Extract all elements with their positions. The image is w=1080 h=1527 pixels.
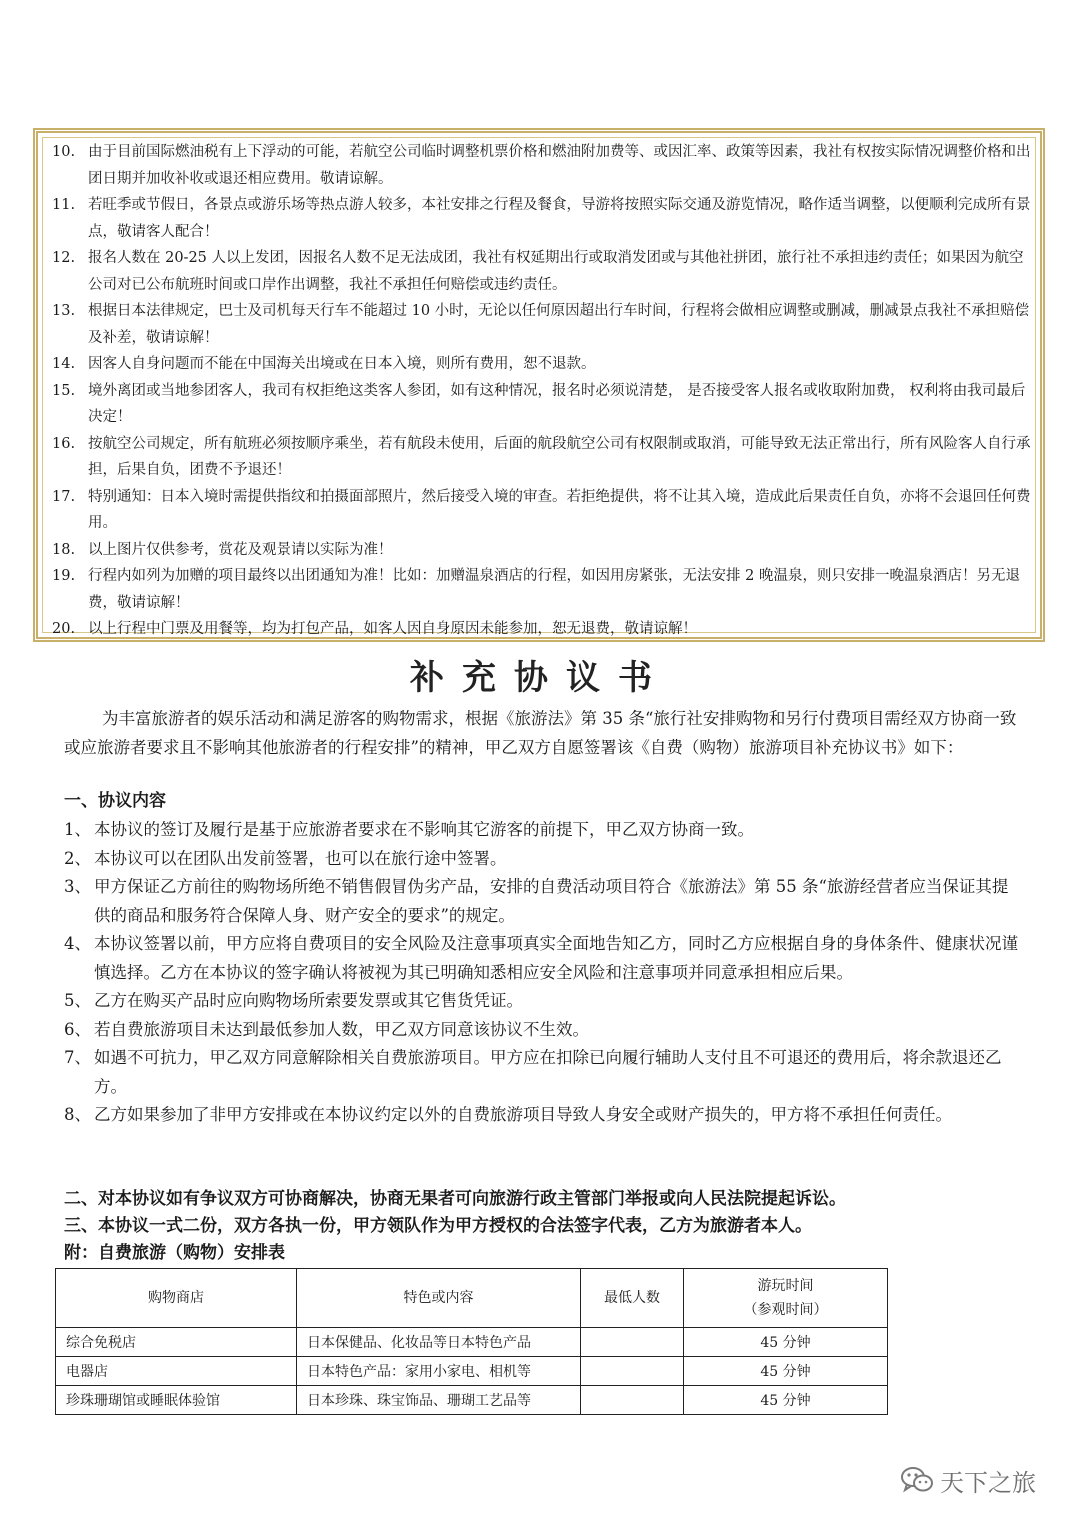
notice-number: 14. bbox=[52, 356, 76, 372]
clause-item bbox=[64, 873, 1024, 930]
notice-item bbox=[52, 378, 1037, 431]
notice-text: 行程内如列为加赠的项目最终以出团通知为准！比如：加赠温泉酒店的行程，如因用房紧张，无法安排 2 晚温泉，则只安排一晚温泉酒店！另无退费，敬请谅解！ bbox=[88, 568, 1020, 611]
clause-text: 若自费旅游项目未达到最低参加人数，甲乙双方同意该协议不生效。 bbox=[94, 1019, 589, 1039]
header-time-line2: （参观时间） bbox=[743, 1302, 828, 1318]
notice-number: 11. bbox=[52, 197, 76, 213]
cell-shop: 珍珠珊瑚馆或睡眠体验馆 bbox=[56, 1386, 297, 1415]
clause-text: 乙方如果参加了非甲方安排或在本协议约定以外的自费旅游项目导致人身安全或财产损失的，甲方将不承担任何责任。 bbox=[94, 1105, 952, 1124]
notice-item bbox=[52, 192, 1037, 245]
watermark bbox=[900, 1460, 1036, 1500]
clause-number: 4、 bbox=[64, 934, 91, 953]
cell-time: 45 分钟 bbox=[684, 1357, 888, 1386]
notice-number: 17. bbox=[52, 488, 76, 505]
appendix-heading: 附：自费旅游（购物）安排表 bbox=[64, 1243, 285, 1263]
clause-number: 5、 bbox=[64, 991, 91, 1010]
notice-item bbox=[52, 139, 1037, 192]
cell-min-people bbox=[581, 1357, 684, 1386]
notice-number: 19. bbox=[52, 568, 76, 584]
notice-text: 由于目前国际燃油税有上下浮动的可能，若航空公司临时调整机票价格和燃油附加费等、或因汇率、政策等因素，我社有权按实际情况调整价格和出团日期并加收补收或退还相应费用。敬请谅解。 bbox=[88, 144, 1031, 187]
notice-text: 根据日本法律规定，巴士及司机每天行车不能超过 10 小时，无论以任何原因超出行车时间，行程将会做相应调整或删减，删减景点我社不承担赔偿及补差，敬请谅解！ bbox=[88, 303, 1030, 346]
clause-number: 8、 bbox=[64, 1105, 91, 1124]
notice-item bbox=[52, 298, 1037, 351]
notice-box bbox=[33, 128, 1045, 642]
clause-item bbox=[64, 930, 1024, 987]
schedule-body bbox=[56, 1328, 888, 1415]
cell-shop: 综合免税店 bbox=[56, 1328, 297, 1357]
notice-text: 若旺季或节假日，各景点或游乐场等热点游人较多，本社安排之行程及餐食，导游将按照实际交通及游览情况，略作适当调整，以便顺利完成所有景点，敬请客人配合！ bbox=[88, 197, 1031, 240]
cell-time: 45 分钟 bbox=[684, 1386, 888, 1415]
notice-item bbox=[52, 537, 1037, 564]
cell-min-people bbox=[581, 1328, 684, 1357]
notice-number: 18. bbox=[52, 541, 76, 558]
notice-list bbox=[52, 139, 1037, 643]
section-dispute: 二、对本协议如有争议双方可协商解决，协商无果者可向旅游行政主管部门举报或向人民法院提起诉讼。 bbox=[64, 1189, 846, 1209]
agreement-intro: 为丰富旅游者的娱乐活动和满足游客的购物需求，根据《旅游法》第 35 条“旅行社安排购物和另行付费项目需经双方协商一致或应旅游者要求且不影响其他旅游者的行程安排”的精神，甲乙双方自愿签署该《自费（购物）旅游项目补充协议书》如下： bbox=[64, 709, 1017, 757]
clause-item bbox=[64, 845, 1024, 874]
clause-text: 如遇不可抗力，甲乙双方同意解除相关自费旅游项目。甲方应在扣除已向履行辅助人支付且不可退还的费用后，将余款退还乙方。 bbox=[94, 1048, 1002, 1096]
wechat-icon bbox=[900, 1465, 934, 1495]
cell-feature: 日本保健品、化妆品等日本特色产品 bbox=[297, 1328, 581, 1357]
notice-number: 16. bbox=[52, 435, 76, 452]
header-time bbox=[684, 1269, 888, 1328]
table-row bbox=[56, 1328, 888, 1357]
clause-number: 3、 bbox=[64, 877, 91, 896]
notice-text: 境外离团或当地参团客人，我司有权拒绝这类客人参团，如有这种情况，报名时必须说清楚， 是否接受客人报名或收取附加费， 权利将由我司最后决定！ bbox=[88, 382, 1026, 425]
notice-number: 10. bbox=[52, 144, 76, 160]
header-min-people: 最低人数 bbox=[581, 1269, 684, 1328]
notice-item bbox=[52, 351, 1037, 378]
notice-item bbox=[52, 563, 1037, 616]
table-row bbox=[56, 1357, 888, 1386]
agreement-title: 补充协议书 bbox=[410, 658, 670, 698]
notice-item bbox=[52, 431, 1037, 484]
clause-text: 本协议签署以前，甲方应将自费项目的安全风险及注意事项真实全面地告知乙方，同时乙方应根据自身的身体条件、健康状况谨慎选择。乙方在本协议的签字确认将被视为其已明确知悉相应安全风险和注意事项并同意承担相应后果。 bbox=[94, 934, 1018, 982]
header-time-line1: 游玩时间 bbox=[757, 1278, 814, 1294]
notice-number: 20. bbox=[52, 621, 76, 637]
header-shop: 购物商店 bbox=[56, 1269, 297, 1328]
cell-time: 45 分钟 bbox=[684, 1328, 888, 1357]
section-heading-contents: 一、协议内容 bbox=[64, 791, 166, 811]
notice-number: 13. bbox=[52, 303, 76, 319]
clause-text: 甲方保证乙方前往的购物场所绝不销售假冒伪劣产品，安排的自费活动项目符合《旅游法》第 55 条“旅游经营者应当保证其提供的商品和服务符合保障人身、财产安全的要求”的规定。 bbox=[94, 877, 1009, 925]
clause-item bbox=[64, 1101, 1024, 1130]
notice-number: 15. bbox=[52, 382, 76, 399]
clause-text: 本协议可以在团队出发前签署，也可以在旅行途中签署。 bbox=[94, 848, 507, 868]
notice-item bbox=[52, 484, 1037, 537]
section-copies: 三、本协议一式二份，双方各执一份，甲方领队作为甲方授权的合法签字代表，乙方为旅游者本人。 bbox=[64, 1216, 812, 1236]
clause-number: 1、 bbox=[64, 820, 91, 839]
schedule-table bbox=[55, 1268, 888, 1415]
notice-text: 特别通知：日本入境时需提供指纹和拍摄面部照片，然后接受入境的审查。若拒绝提供，将不让其入境，造成此后果责任自负，亦将不会退回任何费用。 bbox=[88, 488, 1031, 531]
clause-list bbox=[64, 816, 1024, 1130]
notice-text: 按航空公司规定，所有航班必须按顺序乘坐，若有航段未使用，后面的航段航空公司有权限制或取消，可能导致无法正常出行，所有风险客人自行承担，后果自负，团费不予退还！ bbox=[88, 435, 1031, 478]
clause-text: 本协议的签订及履行是基于应旅游者要求在不影响其它游客的前提下，甲乙双方协商一致。 bbox=[94, 820, 754, 839]
table-row bbox=[56, 1386, 888, 1415]
clause-text: 乙方在购买产品时应向购物场所索要发票或其它售货凭证。 bbox=[94, 991, 523, 1010]
clause-item bbox=[64, 987, 1024, 1016]
cell-min-people bbox=[581, 1386, 684, 1415]
notice-text: 以上图片仅供参考，赏花及观景请以实际为准！ bbox=[88, 541, 393, 558]
clause-number: 7、 bbox=[64, 1048, 91, 1067]
clause-number: 6、 bbox=[64, 1019, 91, 1039]
cell-feature: 日本珍珠、珠宝饰品、珊瑚工艺品等 bbox=[297, 1386, 581, 1415]
notice-item bbox=[52, 245, 1037, 298]
notice-text: 报名人数在 20-25 人以上发团，因报名人数不足无法成团，我社有权延期出行或取消发团或与其他社拼团，旅行社不承担违约责任；如果因为航空公司对已公布航班时间或口岸作出调整，我社不承担任何赔偿或违约责任。 bbox=[88, 250, 1024, 293]
notice-text: 因客人自身问题而不能在中国海关出境或在日本入境，则所有费用，恕不退款。 bbox=[88, 356, 596, 372]
watermark-text: 天下之旅 bbox=[940, 1468, 1036, 1497]
notice-text: 以上行程中门票及用餐等，均为打包产品，如客人因自身原因未能参加，恕无退费，敬请谅解！ bbox=[88, 621, 697, 637]
clause-item bbox=[64, 816, 1024, 845]
header-feature: 特色或内容 bbox=[297, 1269, 581, 1328]
cell-shop: 电器店 bbox=[56, 1357, 297, 1386]
clause-item bbox=[64, 1016, 1024, 1045]
cell-feature: 日本特色产品：家用小家电、相机等 bbox=[297, 1357, 581, 1386]
clause-number: 2、 bbox=[64, 848, 91, 868]
clause-item bbox=[64, 1044, 1024, 1101]
notice-number: 12. bbox=[52, 250, 76, 266]
notice-item bbox=[52, 616, 1037, 643]
schedule-header-row bbox=[56, 1269, 888, 1328]
